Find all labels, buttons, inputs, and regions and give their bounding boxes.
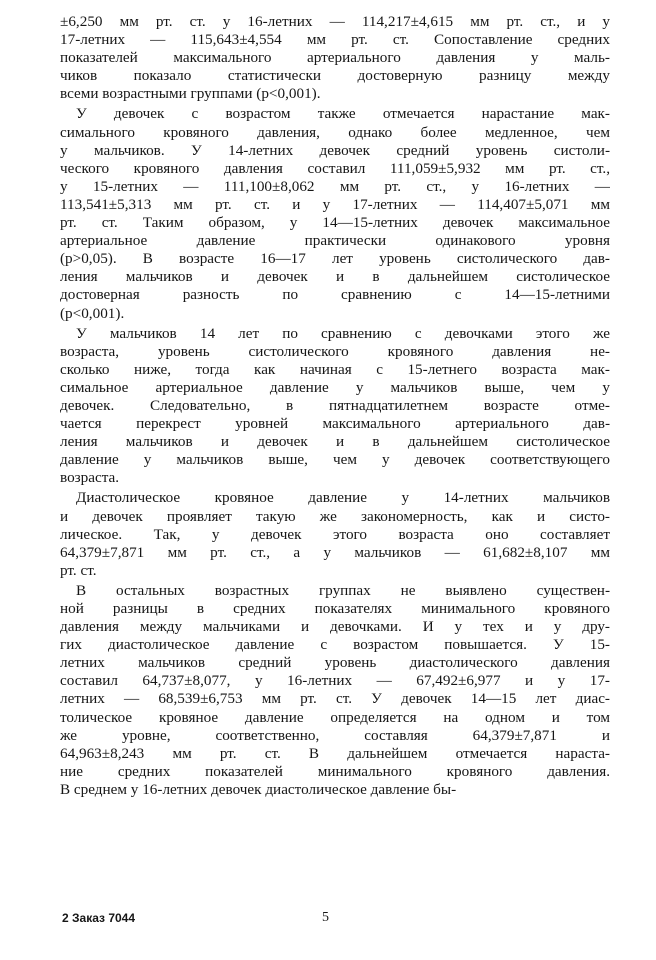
text-line: толическое кровяное давление определяется на одном и том bbox=[60, 708, 610, 726]
text-line: достоверная разность по сравнению с 14—15-летними bbox=[60, 286, 610, 304]
text-line: симального кровяного давления, однако более медленное, чем bbox=[60, 123, 610, 141]
text-line: возраста, уровень систолического кровяного давления не- bbox=[60, 342, 610, 360]
paragraph bbox=[60, 325, 610, 488]
text-line: ческого кровяного давления составил 111,059±5,932 мм рт. ст., bbox=[60, 159, 610, 177]
text-line: всеми возрастными группами (p<0,001). bbox=[60, 85, 321, 103]
text-line: давление у мальчиков выше, чем у девочек соответствующего bbox=[60, 451, 610, 469]
text-line: у 15-летних — 111,100±8,062 мм рт. ст., у 16-летних — bbox=[60, 177, 610, 195]
text-line: ления мальчиков и девочек и в дальнейшем систолическое bbox=[60, 433, 610, 451]
text-line: девочек. Следовательно, в пятнадцатилетнем возрасте отме- bbox=[60, 396, 610, 414]
printer-signature-mark: 2 Заказ 7044 bbox=[62, 911, 136, 925]
text-line: В остальных возрастных группах не выявлено существен- bbox=[76, 581, 610, 599]
text-line: сколько ниже, тогда как начиная с 15-летнего возраста мак- bbox=[60, 360, 610, 378]
text-line: ной разницы в средних показателях минимального кровяного bbox=[60, 600, 610, 617]
text-line: ±6,250 мм рт. ст. у 16-летних — 114,217±4,615 мм рт. ст., и у bbox=[60, 13, 610, 30]
text-line: летних — 68,539±6,753 мм рт. ст. У девочек 14—15 лет диас- bbox=[60, 690, 610, 708]
text-line: (p<0,001). bbox=[60, 304, 125, 322]
text-line: чиков показало статистически достоверную разницу между bbox=[60, 67, 610, 85]
text-line: ние средних показателей минимального кровяного давления. bbox=[60, 762, 610, 780]
text-line: В среднем у 16-летних девочек диастолическое давление бы- bbox=[60, 780, 457, 798]
text-line: артериальное давление практически одинакового уровня bbox=[60, 232, 610, 250]
text-line: показателей максимального артериального давления у маль- bbox=[60, 49, 610, 67]
text-line: симальное артериальное давление у мальчиков выше, чем у bbox=[60, 378, 610, 396]
text-line: лическое. Так, у девочек этого возраста оно составляет bbox=[60, 525, 610, 543]
paragraph bbox=[60, 582, 610, 799]
text-line: 64,379±7,871 мм рт. ст., а у мальчиков — 61,682±8,107 мм bbox=[60, 543, 610, 561]
text-line: гих диастолическое давление с возрастом повышается. У 15- bbox=[60, 636, 610, 654]
text-line: и девочек проявляет такую же закономерность, как и систо- bbox=[60, 507, 610, 525]
text-line: ления мальчиков и девочек и в дальнейшем систолическое bbox=[60, 268, 610, 286]
text-line: у мальчиков. У 14-летних девочек средний уровень систоли- bbox=[60, 141, 610, 159]
text-line: же уровне, соответственно, составляя 64,379±7,871 и bbox=[60, 726, 610, 744]
text-line: чается перекрест уровней максимального артериального дав- bbox=[60, 415, 610, 433]
text-line: 113,541±5,313 мм рт. ст. и у 17-летних — 114,407±5,071 мм bbox=[60, 195, 610, 213]
text-line: рт. ст. Таким образом, у 14—15-летних девочек максимальное bbox=[60, 214, 610, 232]
body-text bbox=[60, 13, 610, 801]
paragraph bbox=[60, 13, 610, 103]
text-line: 64,963±8,243 мм рт. ст. В дальнейшем отмечается нараста- bbox=[60, 744, 610, 762]
text-line: У мальчиков 14 лет по сравнению с девочками этого же bbox=[76, 324, 610, 342]
page-number: 5 bbox=[322, 910, 329, 925]
text-line: летних мальчиков средний уровень диастолического давления bbox=[60, 654, 610, 672]
text-line: 17-летних — 115,643±4,554 мм рт. ст. Сопоставление средних bbox=[60, 31, 610, 49]
text-line: возраста. bbox=[60, 469, 120, 487]
paragraph bbox=[60, 105, 610, 322]
text-line: У девочек с возрастом также отмечается нарастание мак- bbox=[76, 105, 610, 123]
text-line: Диастолическое кровяное давление у 14-летних мальчиков bbox=[76, 489, 610, 507]
text-line: (p>0,05). В возрасте 16—17 лет уровень систолического дав- bbox=[60, 250, 610, 268]
text-line: давления между мальчиками и девочками. И у тех и у дру- bbox=[60, 618, 610, 636]
text-line: рт. ст. bbox=[60, 561, 97, 579]
text-line: составил 64,737±8,077, у 16-летних — 67,492±6,977 и у 17- bbox=[60, 672, 610, 690]
paragraph bbox=[60, 489, 610, 579]
